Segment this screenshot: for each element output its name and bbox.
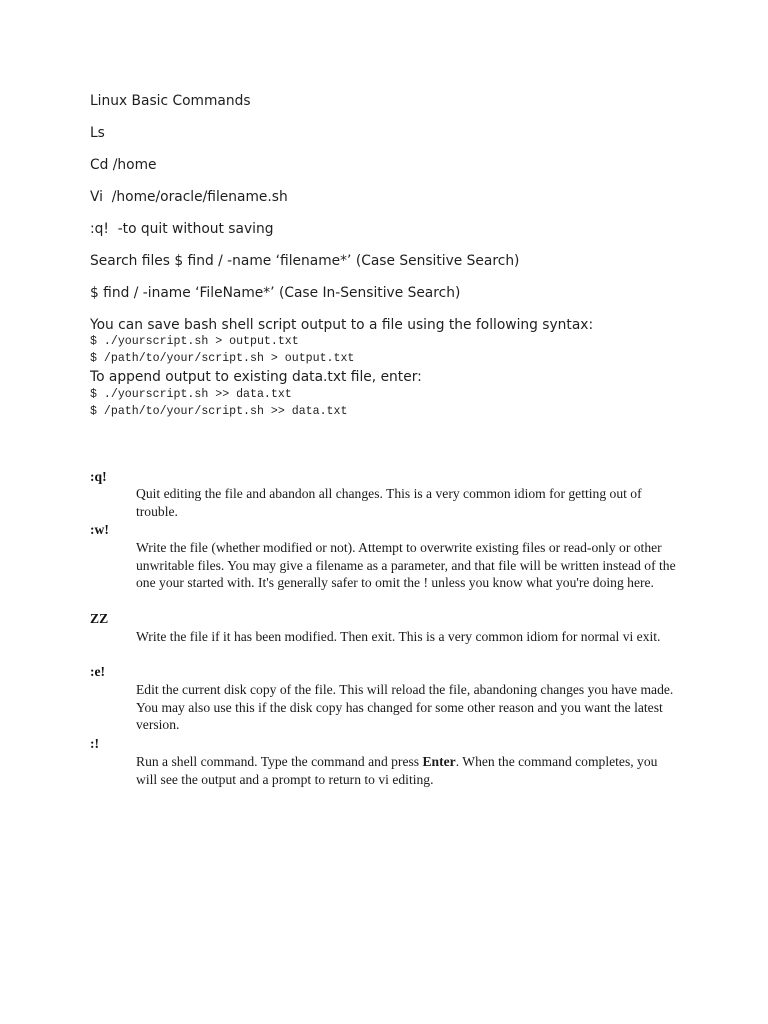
line-quit: :q! -to quit without saving [90,221,274,237]
save-intro: You can save bash shell script output to a file using the following syntax: [90,317,594,333]
vi-desc-quit: Quit editing the file and abandon all changes. This is a very common idiom for getting out of trouble. [136,486,642,519]
vi-desc-shell-before: Run a shell command. Type the command and press [136,754,423,769]
line-ls: Ls [90,125,105,141]
vi-desc-write: Write the file (whether modified or not). Attempt to overwrite existing files or read-only or other unwritable files. You may give a filename as a parameter, and that file will be written instead of the one your started with. It's generally safer to omit the ! unless you know what you're doing here. [136,540,676,591]
vi-term-write: :w! [90,522,109,537]
vi-term-zz: ZZ [90,611,109,626]
append-cmd-1: $ ./yourscript.sh >> data.txt [90,388,292,401]
vi-desc-shell [136,753,681,788]
vi-desc-zz: Write the file if it has been modified. Then exit. This is a very common idiom for normal vi exit. [136,629,661,644]
append-cmd-2: $ /path/to/your/script.sh >> data.txt [90,405,348,418]
line-find-iname: $ find / -iname ‘FileName*’ (Case In-Sensitive Search) [90,285,461,301]
line-find-name: Search files $ find / -name ‘filename*’ (Case Sensitive Search) [90,253,520,269]
line-vi: Vi /home/oracle/filename.sh [90,189,288,205]
vi-desc-shell-after: . When the command completes, you will see the output and a prompt to return to vi editing. [136,754,658,787]
save-cmd-1: $ ./yourscript.sh > output.txt [90,335,299,348]
save-cmd-2: $ /path/to/your/script.sh > output.txt [90,352,355,365]
vi-desc-shell-enter: Enter [422,754,456,769]
vi-term-shell: :! [90,736,100,751]
vi-term-quit: :q! [90,469,107,484]
vi-term-edit: :e! [90,664,106,679]
line-cd: Cd /home [90,157,157,173]
vi-desc-edit: Edit the current disk copy of the file. This will reload the file, abandoning changes you have made. You may also use this if the disk copy has changed for some other reason and you want the latest version. [136,682,674,733]
append-intro: To append output to existing data.txt file, enter: [90,369,422,385]
document-title: Linux Basic Commands [90,93,251,109]
